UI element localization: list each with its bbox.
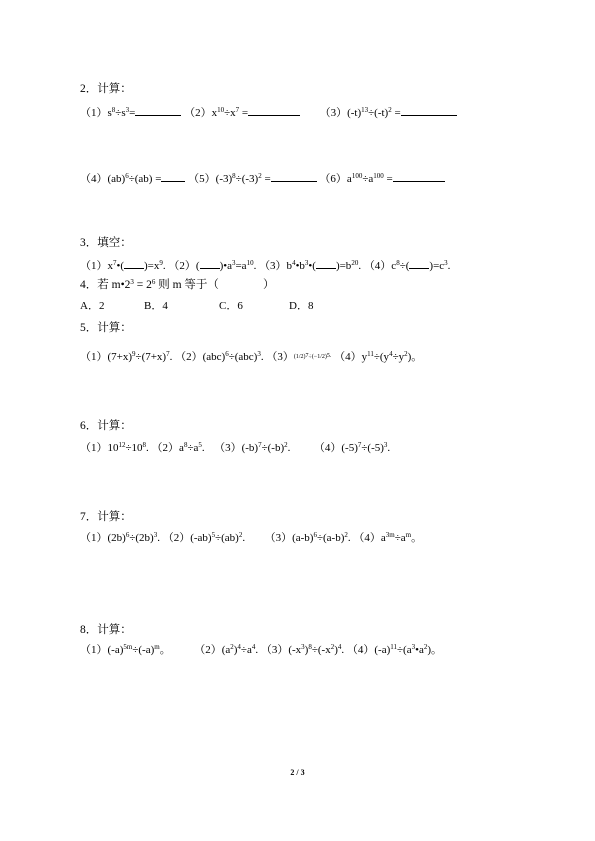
q6-item1: $(1)10^{12}\div 10^8$. (80, 441, 149, 454)
q2-item3: $(3)(-t)^{13}\div(-t)^2$ = (320, 107, 457, 119)
answer-blank[interactable] (135, 104, 181, 116)
q8-item4: $(4)(-a)^{11}\div(a^3•a^2)$。 (346, 643, 443, 656)
option-b[interactable]: B．4 (144, 300, 168, 312)
q3-row1 (80, 257, 450, 273)
q5-item3: $(3)(1/2)^7\div(-1/2)^{5.}$ (266, 351, 332, 363)
q7-item3: $(3)(a-b)^6\div(a-b)^2$. (264, 531, 351, 544)
answer-blank[interactable] (248, 104, 300, 116)
q2-row1 (80, 104, 457, 120)
answer-blank[interactable] (316, 257, 336, 269)
option-c[interactable]: C．6 (219, 300, 243, 312)
q8-row1 (80, 643, 442, 657)
q8-title: 8．计算： (80, 624, 132, 636)
q5-item1: $(1)(7+x)^9\div(7+x)^7$. (80, 350, 173, 363)
q7-row1 (80, 531, 422, 545)
q6-item2: $(2)a^8\div a^5$. (151, 441, 205, 454)
q7-item1: $(1)(2b)^6\div(2b)^3$. (80, 531, 160, 544)
q3-item4: $(4)c^8\div$( )$=c^3$. (363, 259, 451, 272)
answer-blank[interactable] (409, 257, 429, 269)
q8-item3: $(3)(-x^3)^8\div(-x^2)^4$. (260, 643, 345, 656)
answer-blank[interactable] (200, 257, 220, 269)
q2-item2: $(2)x^{10}\div x^7$ = (184, 107, 300, 119)
answer-blank[interactable] (271, 170, 317, 182)
option-a[interactable]: A．2 (80, 300, 105, 312)
page-number: 2 / 3 (290, 768, 305, 777)
q6-item3: $(3)(-b)^7\div(-b)^2$. (214, 441, 291, 454)
answer-blank[interactable] (161, 170, 185, 182)
q3-item1: $(1)x^7•$( )$=x^9$. (80, 259, 166, 272)
q2-item1: $(1)s^8\div s^3=$ (80, 107, 181, 119)
q5-item4: $(4)y^{11}\div(y^4\div y^2)$。 (334, 350, 423, 363)
q5-title: 5．计算： (80, 322, 132, 334)
answer-blank[interactable] (124, 257, 144, 269)
answer-blank[interactable] (401, 104, 457, 116)
q6-title: 6．计算： (80, 420, 132, 432)
q3-item2: （2）( )$•a^3=a^{10}$. (168, 259, 257, 272)
answer-blank[interactable] (393, 170, 445, 182)
q7-item2: $(2)(-ab)^5\div(ab)^2$. (162, 531, 246, 544)
q2-title: 2．计算： (80, 83, 132, 95)
q7-title: 7．计算： (80, 511, 132, 523)
q8-item1: $(1)(-a)^{5m}\div(-a)^m$。 (80, 643, 171, 656)
option-d[interactable]: D．8 (289, 300, 314, 312)
q5-item2: （2）(abc)$^6$÷(abc)$^3$. (175, 350, 264, 363)
q6-row1 (80, 441, 390, 455)
q4-stem: 4．若 $m•2^3 = 2^6$ 则 m 等于（ ） (80, 278, 275, 291)
q6-item4: $(4)(-5)^7\div(-5)^3$. (313, 441, 391, 454)
q3-item3: $(3)b^4•b^3•$( )$=b^{20}$. (259, 259, 362, 272)
q5-row1 (80, 349, 422, 364)
q3-title: 3．填空： (80, 237, 132, 249)
q8-item2: $(2)(a^2)^4\div a^4$. (194, 643, 259, 656)
q7-item4: $(4)a^{3m}\div a^m$。 (353, 531, 423, 544)
q2-row2 (80, 170, 445, 186)
q2-item4: （4）(ab)$^6$÷(ab) = (80, 173, 185, 185)
q4-options (80, 299, 313, 313)
q2-item6: $(6)a^{100}\div a^{100}$ = (319, 173, 444, 185)
q2-item5: $(5)(-3)^8\div(-3)^2$ = (188, 173, 317, 185)
